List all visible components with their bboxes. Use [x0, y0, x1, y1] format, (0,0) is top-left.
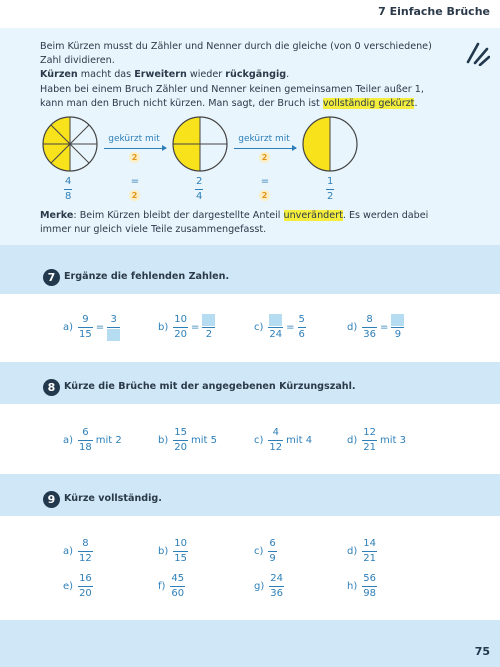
fraction-bar [78, 440, 93, 441]
equals-sign: = [379, 322, 389, 333]
answer-box[interactable] [107, 329, 120, 341]
fraction [202, 314, 215, 341]
fraction [78, 427, 93, 454]
arrow-2-label: gekürzt mit [238, 134, 290, 144]
rueckgaengig-word: rückgängig [225, 69, 287, 81]
fraction [268, 314, 283, 341]
vollstaendig-highlight: vollständig gekürzt [322, 97, 415, 109]
fraction [269, 573, 284, 600]
item-label: c) [254, 435, 264, 446]
fraction [78, 314, 93, 341]
numerator: 45 [171, 573, 185, 584]
intro-line-2-mid: macht das [77, 69, 135, 81]
pie-quarters [172, 116, 228, 172]
intro-line-3-end: . [414, 97, 418, 109]
item-label: b) [158, 322, 169, 333]
denominator: 20 [174, 329, 187, 340]
arrow-1-label: gekürzt mit [108, 134, 160, 144]
fraction-bar [268, 440, 283, 441]
numerator: 10 [174, 538, 187, 549]
intro-text [40, 40, 450, 111]
numerator: 4 [272, 427, 279, 438]
denominator: 2 [327, 191, 334, 202]
denominator: 98 [363, 588, 376, 599]
task-8-item-a [63, 427, 125, 454]
item-label: c) [254, 322, 264, 333]
fraction [362, 573, 377, 600]
fraction-bar [173, 327, 188, 328]
fraction [298, 314, 306, 341]
intro-line-3-text: Haben bei einem Bruch Zähler und Nenner keinen gemeinsamen Teiler außer 1, kann man den Bruch nicht kürzen. Man sagt, der Bruch ist [40, 83, 424, 109]
pie-eighths [42, 116, 98, 172]
item-label: a) [63, 322, 74, 333]
item-label: d) [347, 546, 358, 557]
item-label: f) [158, 581, 166, 592]
fraction-1-2 [326, 176, 334, 203]
task-9-item-f [158, 573, 185, 600]
item-label: c) [254, 546, 264, 557]
numerator: 9 [82, 314, 89, 325]
fraction-bar [298, 327, 306, 328]
fraction-bar [326, 189, 334, 190]
denominator: 21 [363, 442, 376, 453]
fraction [391, 314, 404, 341]
denominator: 9 [269, 553, 276, 564]
numerator: 24 [270, 573, 283, 584]
numerator: 2 [196, 176, 203, 187]
numerator: 12 [363, 427, 376, 438]
fraction [170, 573, 185, 600]
task-7-item-b [158, 314, 215, 341]
fraction-bar [78, 586, 93, 587]
numerator: 6 [82, 427, 89, 438]
denominator: 18 [79, 442, 92, 453]
merke-note [40, 209, 460, 237]
task-8-title: Kürze die Brüche mit der angegebenen Kürzungszahl. [64, 381, 356, 392]
numerator: 10 [174, 314, 187, 325]
fraction [78, 538, 93, 565]
fraction-4-8 [64, 176, 72, 203]
numerator: 14 [363, 538, 376, 549]
fraction-bar [362, 551, 377, 552]
equals-sign: = [286, 322, 295, 333]
intro-line-2 [40, 68, 450, 82]
task-8-item-b [158, 427, 220, 454]
fraction [362, 427, 377, 454]
item-label: d) [347, 322, 358, 333]
numerator: 1 [327, 176, 334, 187]
task-9-number: 9 [43, 491, 60, 508]
fraction [268, 538, 276, 565]
erweitern-word: Erweitern [134, 69, 187, 81]
fraction-bar [202, 327, 215, 328]
task-7-title: Ergänze die fehlenden Zahlen. [64, 271, 230, 282]
arrow-2 [234, 148, 296, 149]
denominator: 15 [79, 329, 92, 340]
fraction [78, 573, 93, 600]
task-9-title: Kürze vollständig. [64, 493, 162, 504]
fraction [173, 427, 188, 454]
fraction-2-4 [195, 176, 203, 203]
task-9-item-h [347, 573, 377, 600]
task-9-item-a [63, 538, 93, 565]
task-7-item-d [347, 314, 404, 341]
fraction [107, 314, 120, 341]
fraction-bar [268, 551, 276, 552]
fraction-bar [391, 327, 404, 328]
denominator: 6 [298, 329, 305, 340]
denominator: 20 [174, 442, 187, 453]
denominator: 20 [79, 588, 92, 599]
numerator: 8 [366, 314, 373, 325]
factor-1-bottom-badge: 2 [129, 190, 140, 201]
info-box [0, 28, 500, 245]
item-label: d) [347, 435, 358, 446]
fraction-bar [268, 327, 283, 328]
factor-2-badge: 2 [259, 152, 270, 163]
unveraendert-highlight: unverändert [283, 210, 343, 221]
task-9-item-d [347, 538, 377, 565]
fraction-bar [362, 440, 377, 441]
arrow-1 [104, 148, 166, 149]
item-label: b) [158, 546, 169, 557]
kuerzen-word: Kürzen [40, 69, 78, 81]
numerator: 16 [79, 573, 92, 584]
equals-sign: = [190, 322, 200, 333]
merke-label: Merke [40, 210, 74, 221]
numerator: 5 [298, 314, 305, 325]
fraction [268, 427, 283, 454]
item-label: e) [63, 581, 74, 592]
numerator: 15 [174, 427, 187, 438]
fraction-bar [170, 586, 185, 587]
item-label: a) [63, 435, 74, 446]
task-8-item-d [347, 427, 409, 454]
item-label: a) [63, 546, 74, 557]
intro-line-2-end: . [286, 69, 290, 81]
chapter-title: 7 Einfache Brüche [378, 5, 490, 18]
pie-halves [302, 116, 358, 172]
denominator: 24 [269, 329, 283, 340]
intro-line-2-mid2: wieder [186, 69, 226, 81]
fraction-bar [195, 189, 203, 190]
task-7-item-c [254, 314, 306, 341]
item-label: h) [347, 581, 358, 592]
reduction-factor: mit 3 [379, 435, 406, 446]
denominator: 15 [174, 553, 187, 564]
page-header [0, 0, 500, 28]
denominator: 12 [79, 553, 92, 564]
answer-box[interactable] [269, 314, 282, 326]
denominator: 21 [363, 553, 376, 564]
numerator: 3 [110, 314, 117, 325]
numerator: 6 [269, 538, 276, 549]
equals-sign-2: = [260, 176, 270, 187]
task-9-item-c [254, 538, 277, 565]
factor-2-bottom-badge: 2 [259, 190, 270, 201]
intro-line-1: Beim Kürzen musst du Zähler und Nenner durch die gleiche (von 0 verschiedene) Zahl dividieren. [40, 41, 432, 67]
page-number: 75 [474, 645, 490, 658]
decoration-lines-icon [464, 40, 490, 66]
denominator: 2 [205, 329, 213, 340]
numerator: 4 [65, 176, 72, 187]
task-8-number: 8 [43, 379, 60, 396]
item-label: g) [254, 581, 265, 592]
answer-box[interactable] [391, 314, 404, 326]
fraction [173, 538, 188, 565]
fraction-bar [78, 327, 93, 328]
denominator: 4 [196, 191, 203, 202]
fraction [362, 314, 377, 341]
denominator: 36 [363, 329, 376, 340]
reduction-factor: mit 2 [95, 435, 122, 446]
item-label: b) [158, 435, 169, 446]
fraction-bar [64, 189, 72, 190]
reduction-factor: mit 4 [286, 435, 313, 446]
fraction [173, 314, 188, 341]
numerator: 8 [82, 538, 89, 549]
numerator: 56 [363, 573, 376, 584]
reduction-factor: mit 5 [190, 435, 217, 446]
fraction-bar [107, 327, 120, 328]
fraction-bar [362, 586, 377, 587]
denominator: 9 [394, 329, 402, 340]
denominator: 60 [171, 588, 185, 599]
denominator: 36 [270, 588, 283, 599]
equals-sign-1: = [130, 176, 140, 187]
denominator: 12 [269, 442, 283, 453]
task-7-item-a [63, 314, 120, 341]
task-9-answer-strip [0, 516, 500, 620]
task-8-item-c [254, 427, 315, 454]
fraction-bar [78, 551, 93, 552]
fraction-bar [173, 440, 188, 441]
task-9-item-b [158, 538, 188, 565]
merke-text-part: : Beim Kürzen bleibt der dargestellte Anteil [73, 210, 284, 221]
fraction-bar [362, 327, 377, 328]
fraction-bar [269, 586, 284, 587]
task-7-number: 7 [43, 269, 60, 286]
fraction-bar [173, 551, 188, 552]
equals-sign: = [95, 322, 105, 333]
task-9-item-e [63, 573, 93, 600]
merke-text [40, 209, 460, 237]
denominator: 8 [65, 191, 72, 202]
answer-box[interactable] [202, 314, 215, 326]
task-9-item-g [254, 573, 284, 600]
intro-line-3 [40, 83, 450, 111]
fraction [362, 538, 377, 565]
factor-1-badge: 2 [129, 152, 140, 163]
merke-text-end: . Es werden dabei immer nur gleich viele Teile zusammengefasst. [40, 210, 429, 236]
